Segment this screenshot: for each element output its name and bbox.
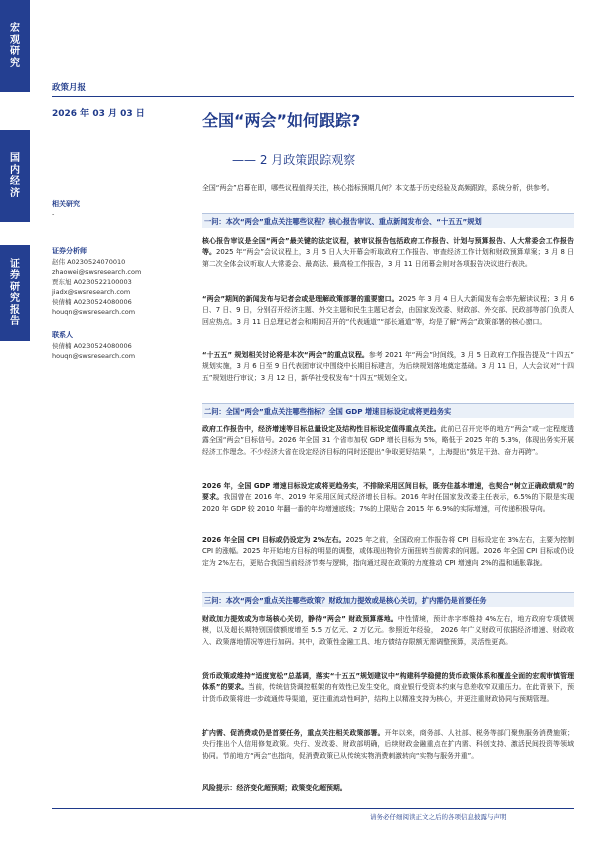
para-text: 中性情境，预计赤字率维持 4%左右，地方政府专项债规模，以及超长期特别国债额度增至 5.5 万亿元、2 万亿元。参照近年经验， 2026 年广义财政可依据经济增速、财政收入、政策落地情况等进行加码。其中，政策性金融工具、地方债结存限额无需调整预算，灵活性更高。 <box>202 615 574 646</box>
sidebar-tab-char: 券 <box>10 270 20 281</box>
footer-divider <box>52 808 574 809</box>
sidebar-tab-char: 研 <box>10 46 20 57</box>
analyst-line: 贾东旭 A0230522100003 <box>52 278 132 286</box>
para-text: 我国曾在 2016 年、2019 年采用区间式经济增长目标。2016 年时任国家发改委主任表示，6.5%的下限是实现 2020 年 GDP 较 2010 年翻一番的年均增速底线；7%的上限贴合 2015 年 6.9%的实际增速，可传递积极导向。 <box>202 493 575 513</box>
para-text: 开年以来，商务部、人社部、税务等部门聚焦服务消费施策；央行推出个人信用修复政策。央行、发改委、财政部明确，后续财政金融重点在扩内需、科创支持、激活民间投资等领域协同。节前地方“两会”也指向，促消费政策已从传统实物消费刺激转向“实物与服务并重”。 <box>202 729 575 760</box>
sidebar-tab-char: 国 <box>10 153 20 164</box>
section-2-paragraph-3 <box>202 535 574 569</box>
analyst-line[interactable]: houqn@swsresearch.com <box>52 308 136 316</box>
sidebar-tab-char: 济 <box>10 187 20 199</box>
sidebar-tab-char: 研 <box>10 281 20 293</box>
section-heading-2: 二问：全国“两会”重点关注哪些指标？全国 GDP 增速目标设定或将更趋务实 <box>202 403 574 418</box>
para-text: 2025 年 3 月 4 日人大新闻发布会率先解读议程；3 月 6 日、7 日、9 日，分别召开经济主题、外交主题和民生主题记者会，由国家发改委、财政部、外交部、民政部等部门负责人回应热点。3 月 11 日总理记者会和期间召开的“代表通道”“部长通道”等，均是了解“两会”政策部署的核心窗口。 <box>202 295 574 326</box>
contact-line[interactable]: houqn@swsresearch.com <box>52 352 136 360</box>
footer-disclaimer: 请务必仔细阅读正文之后的各项信息披露与声明 <box>370 813 507 821</box>
section-1-paragraph-1 <box>202 236 574 270</box>
analysts-heading: 证券分析师 <box>52 247 87 255</box>
sidebar-tab-char: 告 <box>10 316 20 327</box>
para-text: 当前，传统信贷调控框架的有效性已发生变化，商业银行受资本约束与息差收窄双重压力。在此背景下，预计货币政策将进一步疏通传导渠道，更注重流动性呵护，结构上以精准支持为核心，并更注重财政协同与预期管理。 <box>202 683 574 703</box>
para-text: 此前已召开完毕的地方“两会”或一定程度透露全国“两会”目标信号。2026 年全国 31 个省市加权 GDP 增长目标为 5%，略低于 2025 年的 5.3%，体现出务实开展经济工作理念。不少经济大省在设定经济目标的同时还提出“争取更好结果 ”，上海提出”鼓足干劲、奋力再跨”。 <box>202 425 575 456</box>
para-lead: 货币政策或维持“适度宽松”总基调，落实“十五五”规划建议中“构建科学稳健的货币政策体系和覆盖全面的宏观审慎管理体系”的要求。 <box>202 672 574 692</box>
sidebar-tab-securities-report <box>0 245 30 341</box>
sidebar-tab-char: 究 <box>10 57 20 69</box>
section-1-paragraph-3 <box>202 350 574 384</box>
sidebar-tab-char: 宏 <box>10 23 20 34</box>
intro-paragraph: 全国“两会”启幕在即，哪些议程值得关注，核心指标预期几何？本文基于历史经验及高频跟踪，系统分析，供参考。 <box>202 184 554 192</box>
para-text: 参考 2021 年“两会”时间线，3 月 5 日政府工作报告提及“十四五” 规划实施，3 月 6 日至 9 日代表团审议中围绕中长期目标建言，为后续规划落地奠定基础。3 月 11 日，人大会议对“十四五”规划进行审议；3 月 12 日，新华社受权发布“十四五”规划全文。 <box>202 351 574 382</box>
contact-list <box>52 341 135 361</box>
report-date: 2026 年 03 月 03 日 <box>52 109 145 119</box>
section-3-paragraph-3 <box>202 728 574 762</box>
analyst-line[interactable]: zhaowei@swsresearch.com <box>52 268 142 276</box>
para-lead: “两会”期间的新闻发布与记者会或是理解政策部署的重要窗口。 <box>202 295 399 303</box>
sidebar-tab-char: 证 <box>10 258 20 270</box>
risk-text: 风险提示：经济变化超预期；政策变化超预期。 <box>202 784 347 792</box>
para-lead: 扩内需、促消费或仍是首要任务，重点关注相关政策部署。 <box>202 729 385 737</box>
analyst-line: 侯倩楠 A0230524080006 <box>52 298 132 306</box>
sidebar-tab-char: 内 <box>10 164 20 176</box>
section-1-paragraph-2 <box>202 294 574 328</box>
section-2-paragraph-2 <box>202 481 574 515</box>
para-lead: 2026 年全国 CPI 目标或仍设定为 2%左右。 <box>202 536 346 544</box>
analyst-list <box>52 257 141 317</box>
page-title: 全国“两会”如何跟踪? <box>202 111 361 130</box>
para-lead: 2026 年，全国 GDP 增速目标设定或将更趋务实，不排除采用区间目标，既夯住基本增速，也契合“树立正确政绩观”的要求。 <box>202 482 574 502</box>
analyst-line: 赵伟 A0230524070010 <box>52 258 126 266</box>
related-value: - <box>52 210 55 218</box>
contact-line: 侯倩楠 A0230524080006 <box>52 342 132 350</box>
header-divider <box>52 96 574 97</box>
sidebar-tab-char: 报 <box>10 304 20 316</box>
para-text: 2025 年“两会”会议议程上，3 月 5 日人大开幕会听取政府工作报告、审查经济工作计划和财政预算草案；3 月 8 日第二次全体会议听取人大常委会、最高法、最高检工作报告，3 月 11 日闭幕会则对各项报告决议进行表决。 <box>202 248 574 268</box>
sidebar-tab-char: 究 <box>10 293 20 304</box>
section-heading-1: 一问：本次“两会”重点关注哪些议程？核心报告审议、重点新闻发布会、“十五五”规划 <box>202 213 574 228</box>
contact-heading: 联系人 <box>52 331 73 339</box>
section-2-paragraph-1 <box>202 424 574 458</box>
risk-warning <box>202 783 574 794</box>
report-type: 政策月报 <box>52 83 87 93</box>
para-text: 2025 年之前，全国政府工作报告将 CPI 目标设定在 3%左右，主要为控制 CPI 的涨幅。2025 年开始地方目标的明显的调整，或体现出物价方面扭转当前需求的问题。2026 年全国 CPI 目标或仍设定为 2%左右，更贴合我国当前经济节奏与逻辑，指向通过现在政策的力度推动 CPI 增速向 2%的温和通胀靠拢。 <box>202 536 574 567</box>
section-3-paragraph-2 <box>202 671 574 705</box>
sidebar-tab-char: 经 <box>10 176 20 187</box>
para-lead: 政府工作报告中，经济增速等目标总量设定及结构性目标设定值得重点关注。 <box>202 425 441 433</box>
section-3-paragraph-1 <box>202 614 574 648</box>
para-lead: 财政加力提效或为市场核心关切，静待“两会” 财政预算落地。 <box>202 615 398 623</box>
sidebar-tab-domestic-economy <box>0 130 30 222</box>
analyst-line[interactable]: jiadx@swsresearch.com <box>52 288 131 296</box>
related-heading: 相关研究 <box>52 200 80 208</box>
para-lead: 核心报告审议是全国“两会”最关键的法定议程，被审议报告包括政府工作报告、计划与预算报告、人大常委会工作报告等。 <box>202 237 574 257</box>
section-heading-3: 三问：本次“两会”重点关注哪些政策？财政加力提效或是核心关切，扩内需仍是首要任务 <box>202 592 574 607</box>
sidebar-tab-char: 观 <box>10 34 20 46</box>
para-lead: “十五五” 规划相关讨论将是本次“两会”的重点议程。 <box>202 351 369 359</box>
page-subtitle: —— 2 月政策跟踪观察 <box>232 153 356 167</box>
sidebar-tab-macro <box>0 0 30 92</box>
